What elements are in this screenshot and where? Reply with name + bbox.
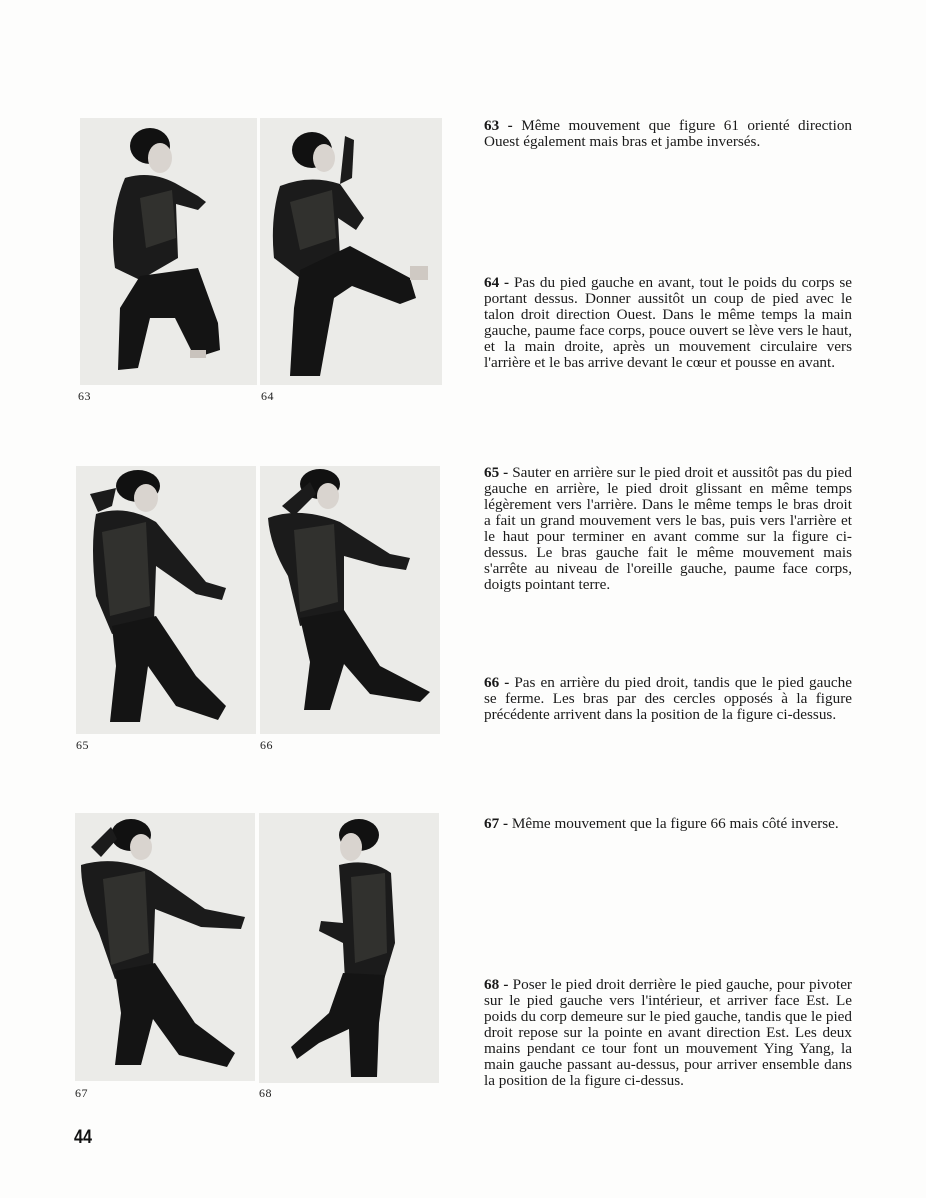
figure-number: 65 <box>76 738 89 752</box>
figure-63-photo <box>80 118 257 385</box>
paragraph-text: Même mouvement que figure 61 orienté direction Ouest également mais bras et jambe inversés. <box>484 117 853 150</box>
figure-number: 67 <box>75 1086 88 1100</box>
figure-66-photo <box>260 466 440 734</box>
paragraph-ref: 67 - <box>484 815 509 832</box>
paragraph-68 <box>484 977 852 1089</box>
figure-65-photo <box>76 466 256 734</box>
figure-67-photo <box>75 813 255 1081</box>
paragraph-text: Pas en arrière du pied droit, tandis que le pied gauche se ferme. Les bras par des cercles opposés à la figure précédente arrivent dans la position de la figure ci-dessus. <box>484 674 852 723</box>
paragraph-ref: 63 - <box>484 117 513 134</box>
paragraph-66 <box>484 675 852 723</box>
paragraph-ref: 65 - <box>484 464 509 481</box>
paragraph-64 <box>484 275 852 371</box>
paragraph-ref: 68 - <box>484 976 509 993</box>
figure-number: 66 <box>260 738 273 752</box>
paragraph-63 <box>484 118 852 150</box>
figure-number: 63 <box>78 389 91 403</box>
figure-68-photo <box>259 813 439 1083</box>
paragraph-65 <box>484 465 852 593</box>
paragraph-text: Même mouvement que la figure 66 mais côté inverse. <box>511 815 839 832</box>
paragraph-67 <box>484 816 852 832</box>
figure-number: 68 <box>259 1086 272 1100</box>
paragraph-ref: 64 - <box>484 274 510 291</box>
paragraph-text: Poser le pied droit derrière le pied gauche, pour pivoter sur le pied gauche vers l'intérieur, et arriver face Est. Le poids du corp demeure sur le pied gauche, tandis que le pied droit repose sur la pointe en avant direction Est. Les deux mains pendant ce tour font un mouvement Ying Yang, la main gauche passant au-dessus, pour arriver ensemble dans la position de la figure ci-dessus. <box>484 976 852 1089</box>
page-number: 44 <box>74 1127 92 1148</box>
paragraph-text: Pas du pied gauche en avant, tout le poids du corps se portant dessus. Donner aussitôt un coup de pied avec le talon droit direction Ouest. Dans le même temps la main gauche, paume face corps, pouce ouvert se lève vers le haut, et la main droite, après un mouvement circulaire vers l'arrière et le bas arrive devant le cœur et pousse en avant. <box>484 274 853 371</box>
paragraph-text: Sauter en arrière sur le pied droit et aussitôt pas du pied gauche en arrière, le pied droit glissant en même temps légèrement vers l'arrière. Dans le même temps le bras droit a fait un grand mouvement vers le bas, puis vers l'arrière et le haut pour terminer en avant comme sur la figure ci-dessus. Le bras gauche fait le même mouvement mais s'arrête au niveau de l'oreille gauche, paume face corps, doigts pointant terre. <box>484 464 853 593</box>
figure-number: 64 <box>261 389 274 403</box>
paragraph-ref: 66 - <box>484 674 510 691</box>
figure-64-photo <box>260 118 442 385</box>
